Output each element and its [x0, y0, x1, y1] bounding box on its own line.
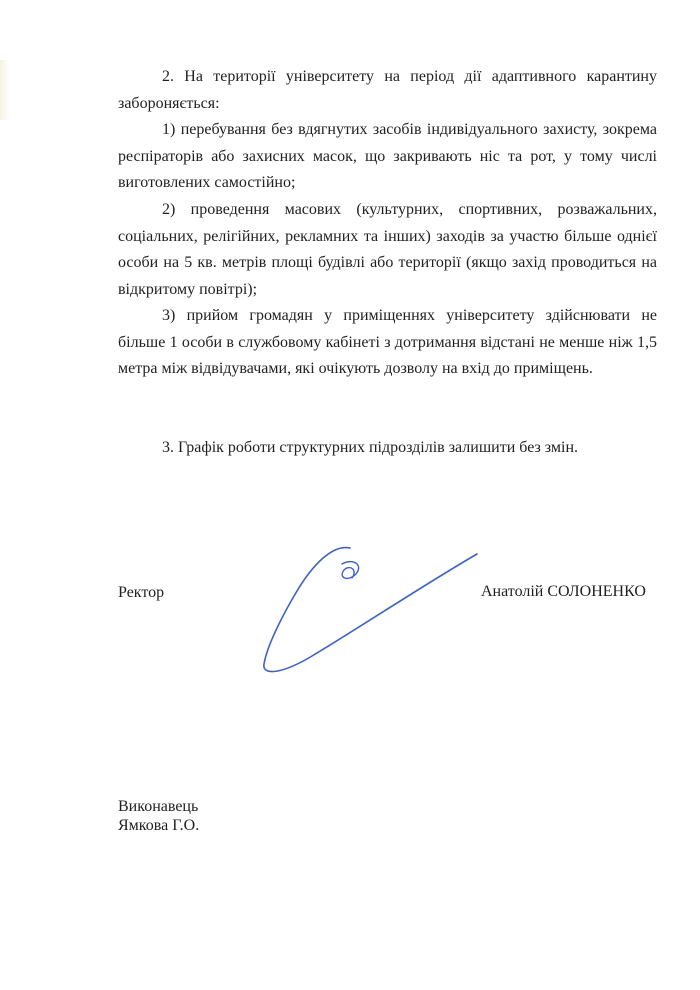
- item-2-sub-3: 3) прийом громадян у приміщеннях університету здійснювати не більше 1 особи в службовому кабінеті з дотримання відстані не менше ніж 1,5 метра між відвідувачами, які очікують дозволу на вхід до приміщень.: [118, 307, 657, 377]
- item-3: 3. Графік роботи структурних підрозділів залишити без змін.: [162, 439, 579, 456]
- signatory-name: Анатолій СОЛОНЕНКО: [481, 583, 646, 600]
- scan-edge-mark: [0, 60, 10, 120]
- item-2-intro: 2. На території університету на період дії адаптивного карантину забороняється:: [118, 68, 657, 112]
- executor-name: Ямкова Г.О.: [118, 817, 200, 834]
- signature-stroke-main: [264, 548, 477, 672]
- signatory-position: Ректор: [118, 584, 165, 601]
- item-2-sub-1: 1) перебування без вдягнутих засобів індивідуального захисту, зокрема респіраторів або захисних масок, що закривають ніс та рот, у тому числі виготовлених самостійно;: [118, 121, 657, 191]
- signature-graphic: [252, 536, 484, 676]
- signature-stroke-loop: [342, 562, 359, 579]
- executor-label: Виконавець: [118, 798, 199, 815]
- item-2-sub-2: 2) проведення масових (культурних, спортивних, розважальних, соціальних, релігійних, рекламних та інших) заходів за участю більше однієї особи на 5 кв. метрів площі будівлі або території (якщо захід проводиться на відкритому повітрі);: [118, 201, 657, 298]
